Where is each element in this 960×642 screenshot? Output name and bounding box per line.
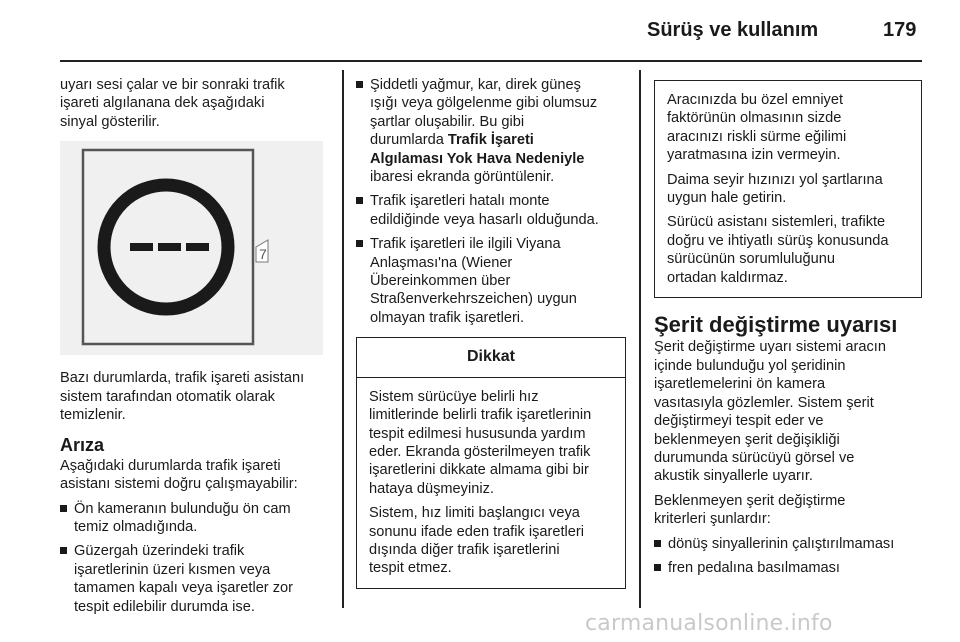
bullet-square-icon	[356, 197, 363, 204]
text-line: faktörünün olmasının sizde	[667, 110, 842, 127]
text-line: limitlerinde belirli trafik işaretlerinin	[369, 407, 592, 424]
text-line: ibaresi ekranda görüntülenir.	[370, 169, 555, 186]
bullet-square-icon	[654, 564, 661, 571]
text-line: Trafik işaretleri hatalı monte	[370, 193, 550, 210]
text-line: Bazı durumlarda, trafik işareti asistanı	[60, 370, 305, 387]
watermark: carmanualsonline.info	[585, 611, 833, 636]
paragraph	[667, 171, 911, 208]
paragraph	[60, 369, 328, 424]
text-line: Trafik işaretleri ile ilgili Viyana	[370, 236, 561, 253]
text-line: tamamen kapalı veya işaretler zor	[74, 580, 293, 597]
bold-ui-text: Algılaması Yok Hava Nedeniyle	[370, 150, 585, 167]
bullet-item	[356, 192, 624, 229]
text-line: dönüş sinyallerinin çalıştırılmaması	[668, 535, 895, 552]
text-line: Şerit değiştirme uyarı sistemi aracın	[654, 339, 886, 356]
text-line: Übereinkommen über	[370, 273, 511, 290]
text-line: kriterleri şunlardır:	[654, 511, 771, 528]
column-3	[654, 80, 922, 583]
text-line: doğru ve ihtiyatlı sürüş konusunda	[667, 232, 889, 249]
text-line: fren pedalına basılmaması	[668, 559, 840, 576]
text-line: Beklenmeyen şerit değiştirme	[654, 492, 846, 509]
page-number: 179	[883, 19, 917, 41]
text-line	[370, 150, 624, 168]
text-line: temizlenir.	[60, 407, 126, 424]
paragraph	[369, 504, 615, 578]
bullet-square-icon	[60, 505, 67, 512]
figure-svg	[60, 141, 323, 355]
text-line: beklenmeyen şerit değişikliği	[654, 431, 840, 448]
warning-box-continued	[654, 80, 922, 298]
bullet-item	[60, 500, 328, 537]
header-title: Sürüş ve kullanım	[647, 19, 819, 41]
side-label-box	[256, 240, 268, 262]
text-line: içinde bulunduğu yol şeridinin	[654, 357, 846, 374]
text-line: tespit edilebilir durumda ise.	[74, 598, 255, 615]
column-2	[356, 76, 624, 589]
text-line: edildiğinde veya hasarlı olduğunda.	[370, 211, 599, 228]
text-line: işaretlerinin üzeri kısmen veya	[74, 561, 271, 578]
paragraph	[60, 457, 328, 494]
bullet-item	[654, 559, 922, 577]
text-line: sistem tarafından otomatik olarak	[60, 388, 275, 405]
text-line: yaratmasına izin vermeyin.	[667, 147, 841, 164]
no-speed-limit-sign-icon	[104, 185, 228, 309]
section-title: Şerit değiştirme uyarısı	[654, 312, 898, 338]
paragraph	[654, 338, 922, 485]
paragraph	[654, 492, 922, 529]
text-line: temiz olmadığında.	[74, 519, 198, 536]
text-line: sinyal gösterilir.	[60, 113, 160, 130]
text-line: sonunu ifade eden trafik işaretleri	[369, 523, 584, 540]
text-line: değiştirmeyi tespit eder ve	[654, 413, 824, 430]
text-line: uyarı sesi çalar ve bir sonraki trafik	[60, 77, 285, 93]
text-line: eder. Ekranda gösterilmeyen trafik	[369, 443, 591, 460]
text-line: Straßenverkehrszeichen) uygun	[370, 291, 577, 308]
text-line: vasıtasıyla gözlemler. Sistem şerit	[654, 394, 874, 411]
text-line: Sürücü asistanı sistemleri, trafikte	[667, 214, 886, 231]
text-line: ışığı veya gölgelenme gibi olumsuz	[370, 95, 598, 112]
text-line: Anlaşması'na (Wiener	[370, 254, 513, 271]
text-line: dışında diğer trafik işaretlerini	[369, 541, 560, 558]
warning-title: Dikkat	[357, 338, 625, 377]
text-line: aracınızı riskli sürme eğilimi	[667, 128, 847, 145]
text-line	[370, 131, 624, 149]
subheading-ariza: Arıza	[60, 435, 105, 456]
bullet-square-icon	[356, 240, 363, 247]
text-line: hataya düşmeyiniz.	[369, 480, 494, 497]
warning-box	[356, 337, 626, 588]
side-label: 7	[259, 246, 267, 263]
text-line: Ön kameranın bulunduğu ön cam	[74, 500, 291, 517]
paragraph	[667, 91, 911, 165]
bullet-square-icon	[356, 81, 363, 88]
text-line: tespit etmez.	[369, 560, 452, 577]
paragraph	[667, 213, 911, 287]
text-line: Sistem sürücüye belirli hız	[369, 388, 539, 405]
bullet-item	[654, 535, 922, 553]
bullet-item	[60, 542, 328, 616]
text-line: Daima seyir hızınızı yol şartlarına	[667, 171, 883, 188]
figure-traffic-sign-display	[60, 141, 323, 355]
text-line: Şiddetli yağmur, kar, direk güneş	[370, 77, 581, 93]
column-divider	[639, 70, 641, 608]
text-line: şartlar oluşabilir. Bu gibi	[370, 113, 525, 130]
bullet-item	[356, 235, 624, 327]
bullet-square-icon	[60, 547, 67, 554]
bullet-item	[356, 76, 624, 186]
text-line: Aşağıdaki durumlarda trafik işareti	[60, 457, 281, 474]
text-line: sürücünün sorumluluğunu	[667, 251, 835, 268]
text-line: tespit edilmesi hususunda yardım	[369, 425, 586, 442]
text-line: Sistem, hız limiti başlangıcı veya	[369, 505, 580, 522]
text-fragment: durumlarda	[370, 132, 448, 149]
intro-paragraph	[60, 76, 328, 131]
warning-body	[357, 378, 625, 588]
bullet-square-icon	[654, 540, 661, 547]
paragraph	[369, 388, 615, 498]
bold-ui-text: Trafik İşareti	[447, 132, 534, 149]
text-line: işaretlerini dikkate almama gibi bir	[369, 462, 589, 479]
header-rule	[60, 60, 922, 62]
text-line: işareti algılanana dek aşağıdaki	[60, 95, 265, 112]
text-line: durumunda sürücüyü görsel ve	[654, 449, 855, 466]
text-line: asistanı sistemi doğru çalışmayabilir:	[60, 476, 298, 493]
text-line: Aracınızda bu özel emniyet	[667, 92, 844, 108]
text-line: ortadan kaldırmaz.	[667, 269, 788, 286]
text-line: uygun hale getirin.	[667, 190, 787, 207]
column-divider	[342, 70, 344, 608]
text-line: Güzergah üzerindeki trafik	[74, 543, 245, 560]
column-1	[60, 76, 328, 622]
text-line: akustik sinyallerle uyarır.	[654, 468, 813, 485]
text-line: olmayan trafik işaretleri.	[370, 309, 525, 326]
text-line: işaretlemelerini ön kamera	[654, 376, 826, 393]
